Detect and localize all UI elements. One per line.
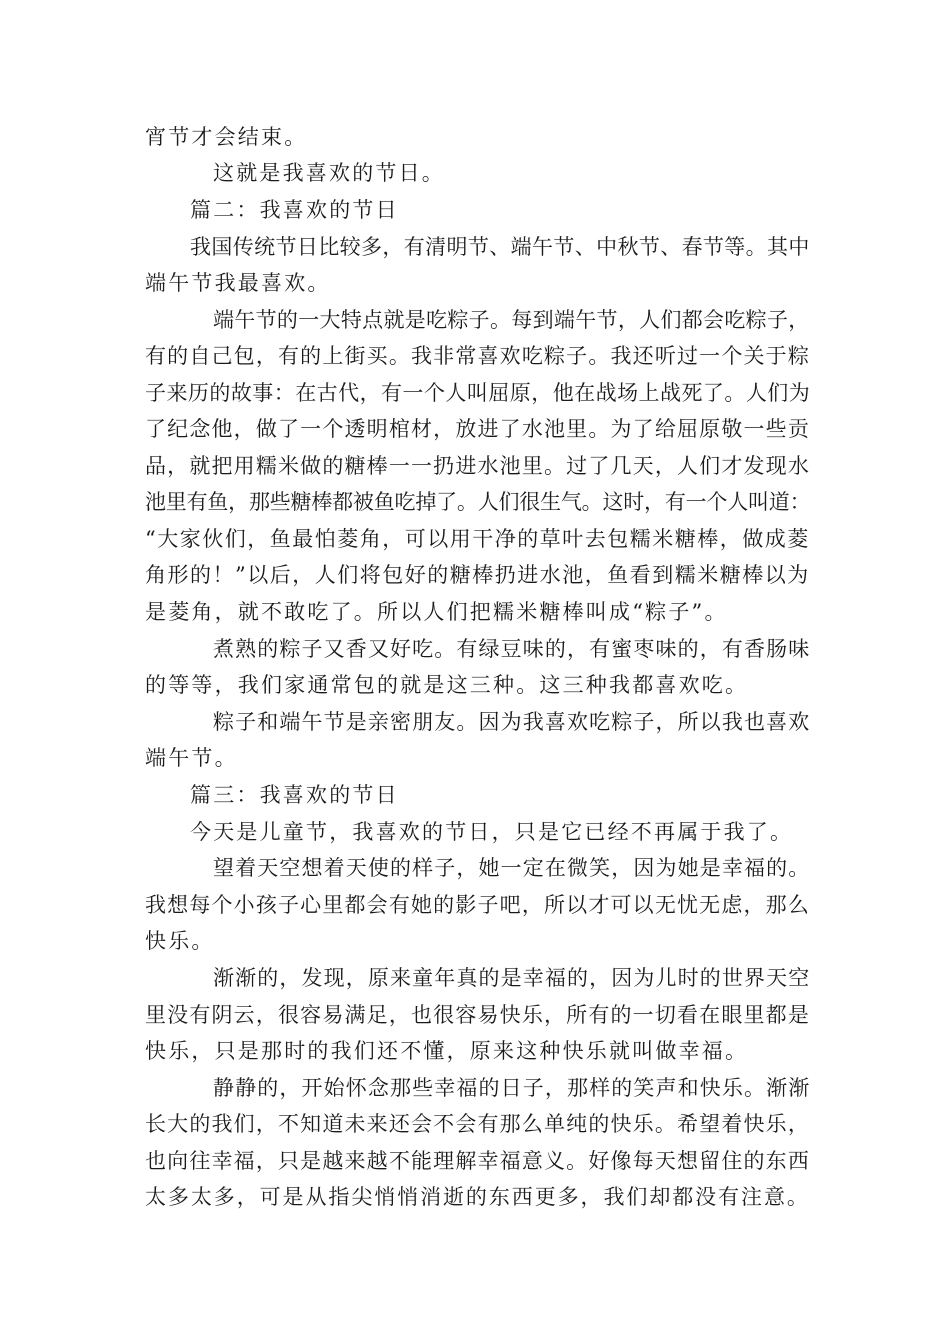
text-line: 快乐。 [145, 929, 215, 953]
text-line: 太多太多，可是从指尖悄悄消逝的东西更多，我们却都没有注意。 [145, 1185, 810, 1209]
section-heading: 篇三：我喜欢的节日 [190, 783, 399, 807]
text-line: 今天是儿童节，我喜欢的节日，只是它已经不再属于我了。 [190, 820, 794, 844]
text-line: 有的自己包，有的上街买。我非常喜欢吃粽子。我还听过一个关于粽 [145, 344, 810, 368]
text-line: 粽子和端午节是亲密朋友。因为我喜欢吃粽子，所以我也喜欢 [213, 710, 811, 734]
text-line: 的等等，我们家通常包的就是这三种。这三种我都喜欢吃。 [145, 673, 749, 697]
text-line: 也向往幸福，只是越来越不能理解幸福意义。好像每天想留住的东西 [145, 1149, 810, 1173]
text-line: 我国传统节日比较多，有清明节、端午节、中秋节、春节等。其中 [190, 235, 810, 259]
text-line: 端午节。 [145, 746, 238, 770]
text-line: 这就是我喜欢的节日。 [213, 161, 445, 185]
text-line: 是菱角，就不敢吃了。所以人们把糯米糖棒叫成“粽子”。 [145, 600, 728, 624]
text-line: 快乐，只是那时的我们还不懂，原来这种快乐就叫做幸福。 [145, 1039, 749, 1063]
text-line: 子来历的故事：在古代，有一个人叫屈原，他在战场上战死了。人们为 [145, 381, 811, 405]
text-line: 里没有阴云，很容易满足，也很容易快乐，所有的一切看在眼里都是 [145, 1003, 810, 1027]
text-line: 池里有鱼，那些糖棒都被鱼吃掉了。人们很生气。这时，有一个人叫道： [145, 490, 811, 514]
text-line: 长大的我们，不知道未来还会不会有那么单纯的快乐。希望着快乐， [145, 1112, 810, 1136]
text-line: 端午节我最喜欢。 [145, 271, 331, 295]
text-line: “大家伙们，鱼最怕菱角，可以用干净的草叶去包糯米糖棒，做成菱 [145, 527, 810, 551]
text-line: 端午节的一大特点就是吃粽子。每到端午节，人们都会吃粽子， [213, 308, 810, 332]
text-line: 品，就把用糯米做的糖棒一一扔进水池里。过了几天，人们才发现水 [145, 454, 810, 478]
text-line: 望着天空想着天使的样子，她一定在微笑，因为她是幸福的。 [213, 856, 811, 880]
text-line: 我想每个小孩子心里都会有她的影子吧，所以才可以无忧无虑，那么 [145, 893, 810, 917]
section-heading: 篇二：我喜欢的节日 [190, 198, 399, 222]
text-line: 煮熟的粽子又香又好吃。有绿豆味的，有蜜枣味的，有香肠味 [213, 637, 811, 661]
text-line: 角形的！”以后，人们将包好的糖棒扔进水池，鱼看到糯米糖棒以为 [145, 563, 810, 587]
text-line: 渐渐的，发现，原来童年真的是幸福的，因为儿时的世界天空 [213, 966, 811, 990]
text-line: 了纪念他，做了一个透明棺材，放进了水池里。为了给屈原敬一些贡 [145, 417, 810, 441]
text-line: 宵节才会结束。 [145, 125, 308, 149]
text-line: 静静的，开始怀念那些幸福的日子，那样的笑声和快乐。渐渐 [213, 1076, 811, 1100]
